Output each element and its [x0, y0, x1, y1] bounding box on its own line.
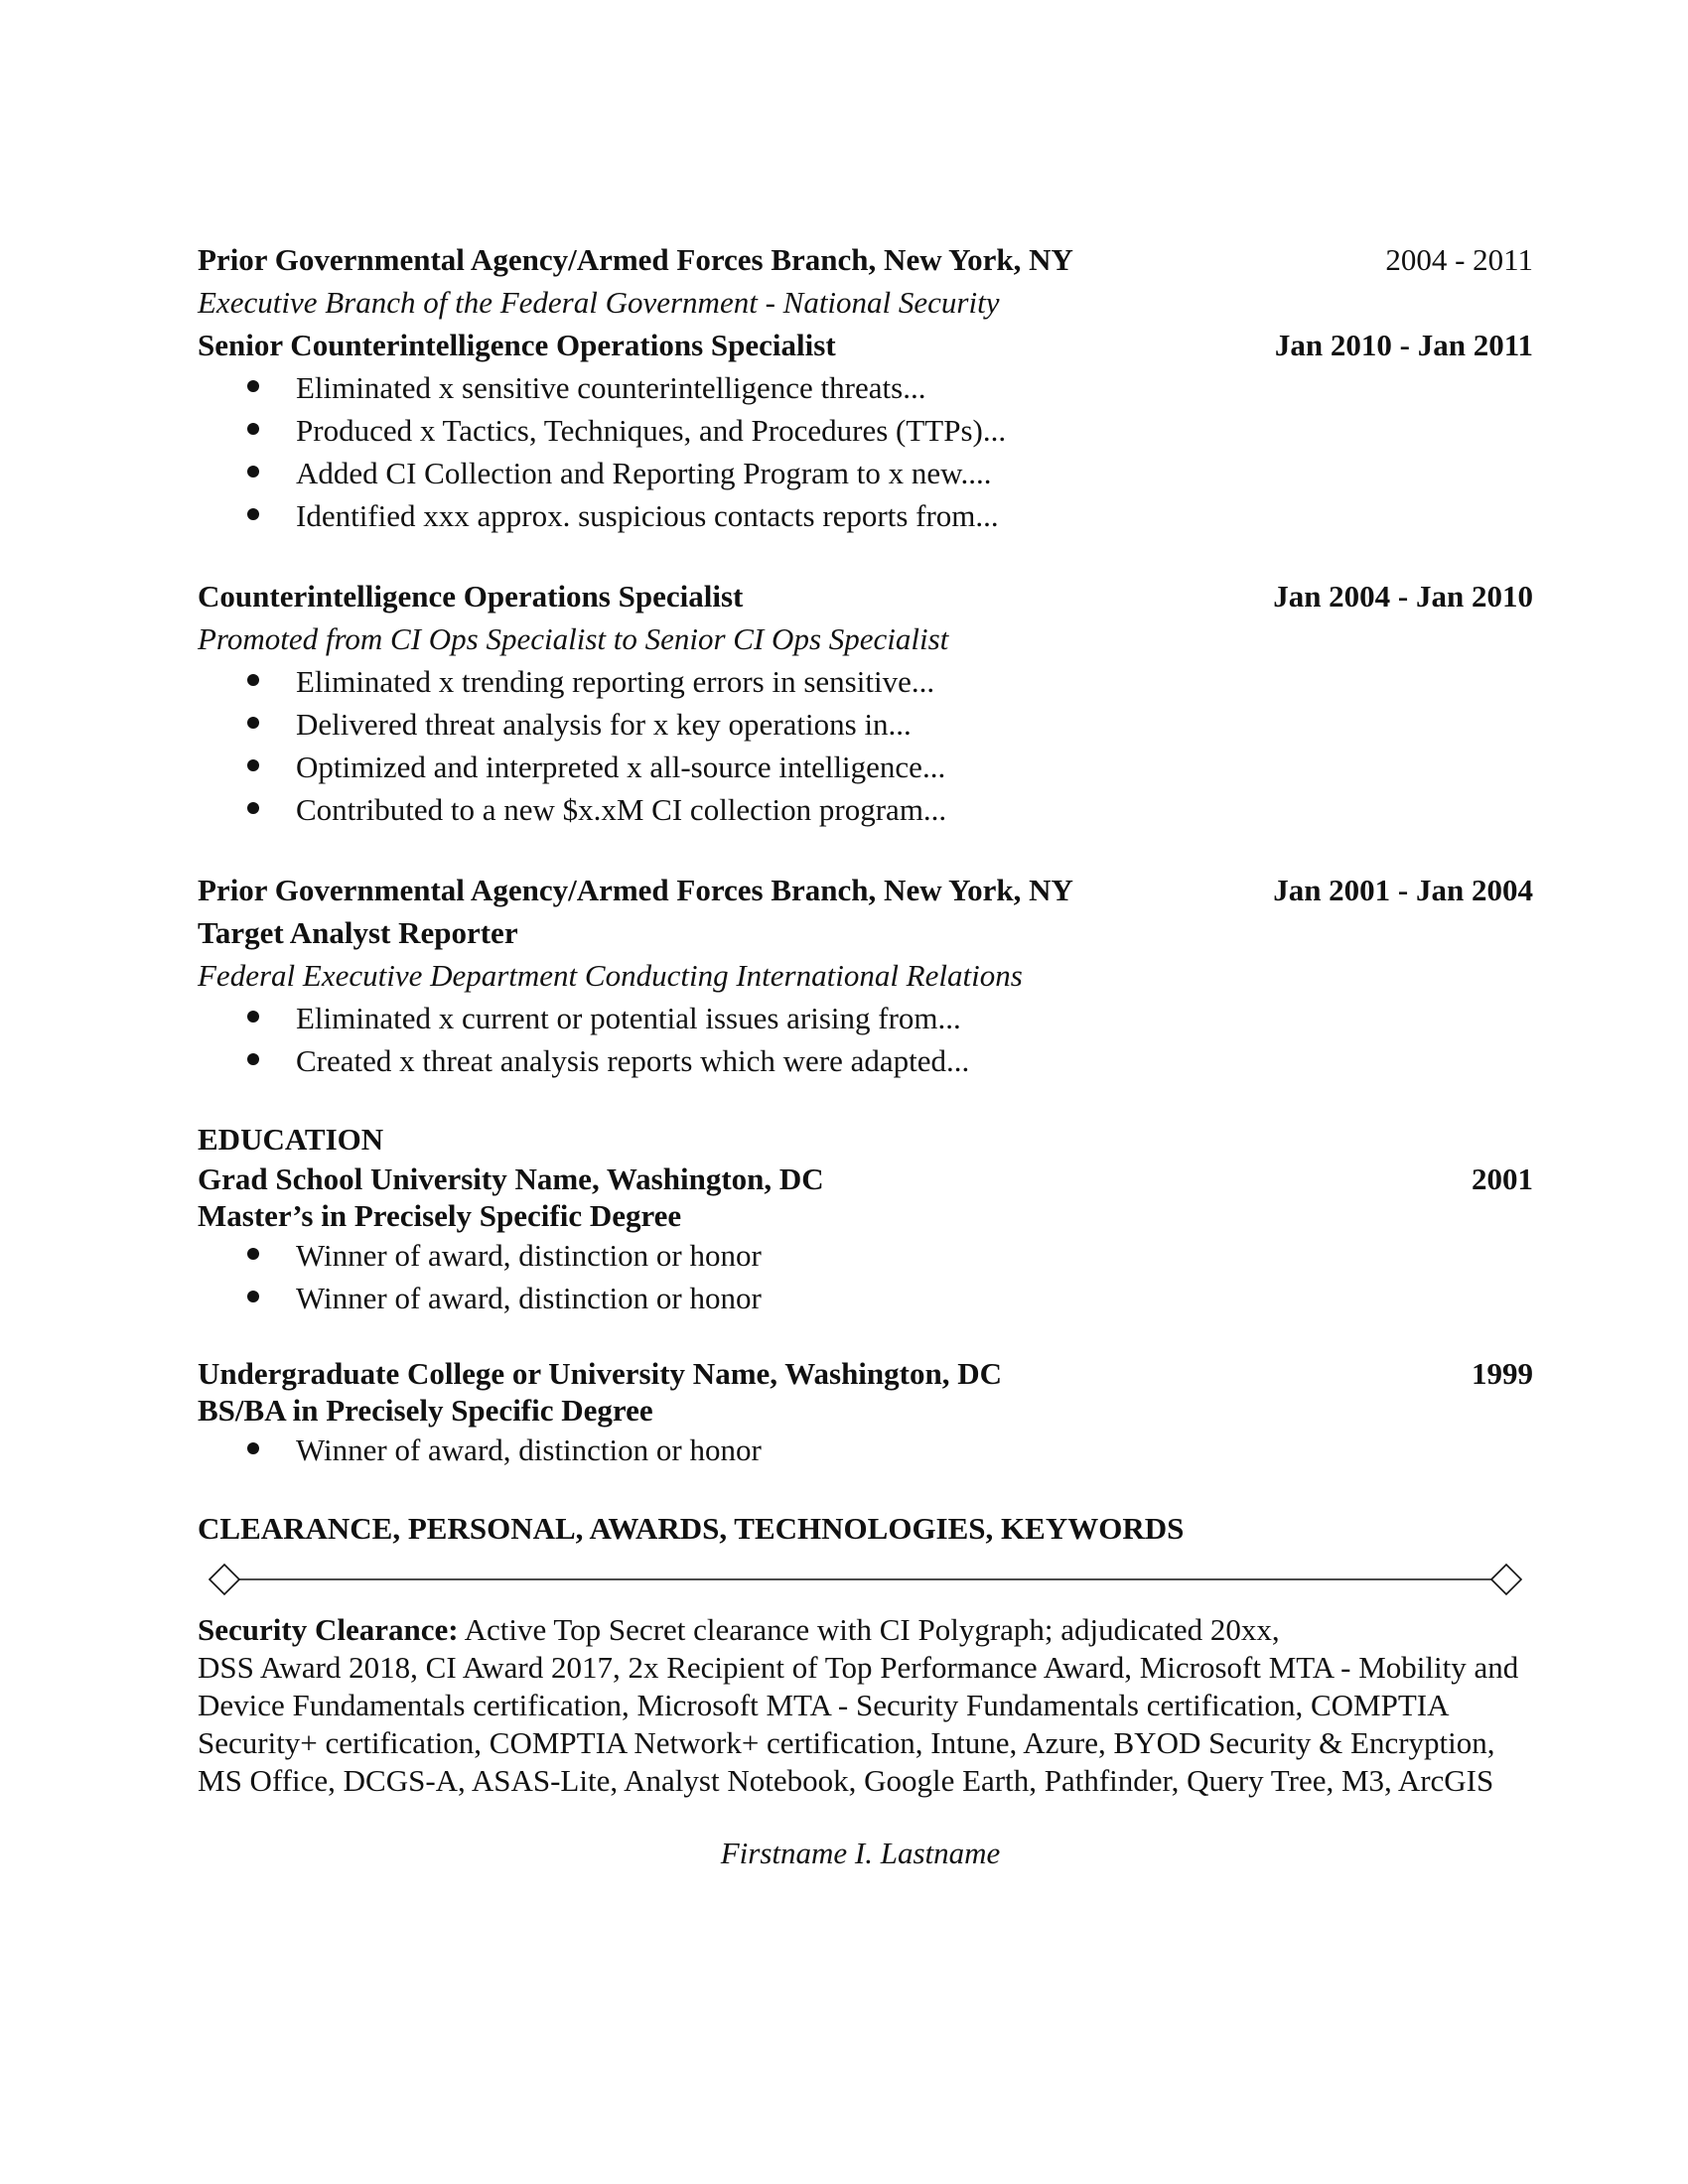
experience-entry-1: [198, 238, 1533, 537]
bullet-icon: [247, 1248, 259, 1260]
keywords-text: DSS Award 2018, CI Award 2017, 2x Recipient of Top Performance Award, Microsoft MTA - Mobility and Device Fundamentals certification, Microsoft MTA - Security Fundamentals certification, COMPTIA Security+ certification, COMPTIA Network+ certification, Intune, Azure, BYOD Security & Encryption, MS Office, DCGS-A, ASAS-Lite, Analyst Notebook, Google Earth, Pathfinder, Query Tree, M3, ArcGIS: [198, 1650, 1519, 1798]
footer-signature: Firstname I. Lastname: [720, 1836, 1001, 1870]
resume-page: [198, 238, 1533, 1874]
school-year: 2001: [1472, 1161, 1533, 1196]
bullet-icon: [247, 508, 259, 520]
bullet-icon: [247, 674, 259, 686]
job-title: Counterintelligence Operations Specialist: [198, 579, 744, 614]
list-item: Eliminated x trending reporting errors in sensitive...: [247, 660, 1533, 703]
org-description: Federal Executive Department Conducting International Relations: [198, 958, 1023, 993]
bullet-icon: [247, 423, 259, 435]
section-heading-clearance: CLEARANCE, PERSONAL, AWARDS, TECHNOLOGIES, KEYWORDS: [198, 1511, 1185, 1546]
list-item: Contributed to a new $x.xM CI collection program...: [247, 788, 1533, 831]
list-item: Created x threat analysis reports which were adapted...: [247, 1039, 1533, 1082]
section-heading-education: EDUCATION: [198, 1122, 384, 1157]
list-item: Identified xxx approx. suspicious contacts reports from...: [247, 494, 1533, 537]
school-row: [198, 1355, 1533, 1393]
bullet-icon: [247, 759, 259, 771]
list-item: Winner of award, distinction or honor: [247, 1234, 1533, 1277]
org-dates: Jan 2001 - Jan 2004: [1273, 873, 1533, 907]
experience-entry-3: [198, 869, 1533, 1082]
job-title: Target Analyst Reporter: [198, 915, 518, 950]
clearance-paragraph: [198, 1611, 1533, 1800]
achievement-list: [198, 366, 1533, 537]
achievement-list: [198, 660, 1533, 831]
achievement-list: [198, 997, 1533, 1082]
school-name: Grad School University Name, Washington, DC: [198, 1161, 824, 1196]
org-description: Executive Branch of the Federal Government - National Security: [198, 285, 1000, 320]
bullet-icon: [247, 802, 259, 814]
clearance-label: Security Clearance:: [198, 1612, 459, 1647]
education-section: [198, 1118, 1533, 1471]
clearance-text: Active Top Secret clearance with CI Polygraph; adjudicated 20xx,: [458, 1612, 1280, 1647]
promotion-note: Promoted from CI Ops Specialist to Senior CI Ops Specialist: [198, 621, 949, 656]
bullet-icon: [247, 1442, 259, 1454]
school-year: 1999: [1472, 1356, 1533, 1391]
experience-entry-2: [198, 575, 1533, 831]
org-name: Prior Governmental Agency/Armed Forces Branch, New York, NY: [198, 873, 1073, 907]
job-title-row: [198, 575, 1533, 617]
org-row: [198, 869, 1533, 911]
job-title: Senior Counterintelligence Operations Specialist: [198, 328, 836, 362]
list-item: Eliminated x current or potential issues arising from...: [247, 997, 1533, 1039]
bullet-icon: [247, 1053, 259, 1065]
bullet-icon: [247, 1291, 259, 1302]
list-item: Eliminated x sensitive counterintelligence threats...: [247, 366, 1533, 409]
org-dates: 2004 - 2011: [1385, 242, 1533, 277]
list-item: Produced x Tactics, Techniques, and Procedures (TTPs)...: [247, 409, 1533, 452]
list-item: Winner of award, distinction or honor: [247, 1277, 1533, 1319]
job-dates: Jan 2004 - Jan 2010: [1273, 579, 1533, 614]
bullet-icon: [247, 1011, 259, 1023]
diamond-rule-icon: [208, 1560, 1523, 1599]
bullet-icon: [247, 466, 259, 478]
bullet-icon: [247, 380, 259, 392]
degree: Master’s in Precisely Specific Degree: [198, 1198, 682, 1233]
school-row: [198, 1160, 1533, 1198]
list-item: Winner of award, distinction or honor: [247, 1429, 1533, 1471]
list-item: Optimized and interpreted x all-source intelligence...: [247, 746, 1533, 788]
school-name: Undergraduate College or University Name, Washington, DC: [198, 1356, 1002, 1391]
bullet-icon: [247, 717, 259, 729]
org-row: [198, 238, 1533, 281]
org-name: Prior Governmental Agency/Armed Forces Branch, New York, NY: [198, 242, 1073, 277]
honors-list: [198, 1234, 1533, 1319]
section-divider: [208, 1560, 1523, 1599]
honors-list: [198, 1429, 1533, 1471]
job-title-row: [198, 324, 1533, 366]
job-dates: Jan 2010 - Jan 2011: [1274, 328, 1533, 362]
list-item: Delivered threat analysis for x key operations in...: [247, 703, 1533, 746]
clearance-section: [198, 1507, 1533, 1800]
list-item: Added CI Collection and Reporting Program to x new....: [247, 452, 1533, 494]
degree: BS/BA in Precisely Specific Degree: [198, 1393, 653, 1428]
